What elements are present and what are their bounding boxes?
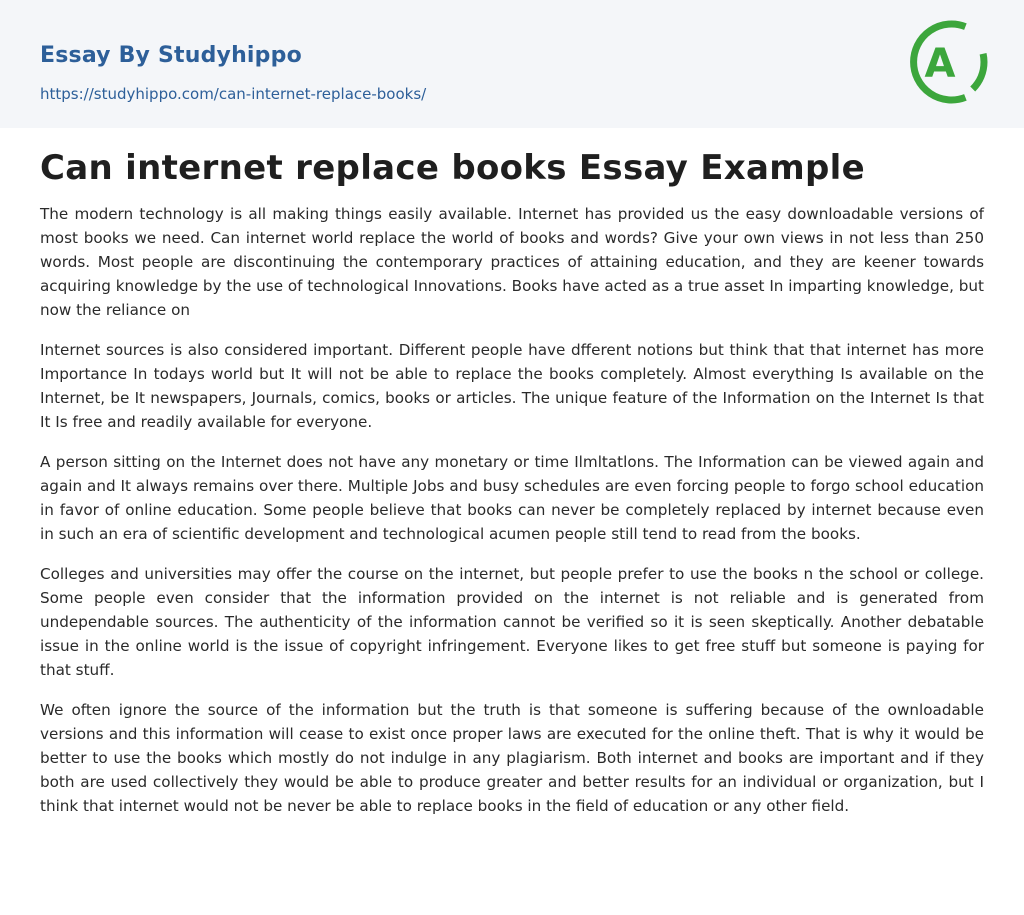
site-brand[interactable]: Essay By Studyhippo [40, 43, 302, 68]
page-title: Can internet replace books Essay Example [40, 148, 865, 188]
paragraph-1: The modern technology is all making things easily available. Internet has provided us the easy downloadable versions of most books we need. Can internet world replace the world of books and words? Give your own views in not less than 250 words. Most people are discontinuing the contemporary practices of attaining education, and they are keener towards acquiring knowledge by the use of technological Innovations. Books have acted as a true asset In imparting knowledge, but now the reliance on [40, 205, 984, 319]
paragraph-3: A person sitting on the Internet does not have any monetary or time Ilmltatlons. The Information can be viewed again and again and It always remains over there. Multiple Jobs and busy schedules are even forcing people to forgo school education in favor of online education. Some people believe that books can never be completely replaced by internet because even in such an era of scientific development and technological acumen people still tend to read from the books. [40, 453, 984, 543]
essay-url-link[interactable]: https://studyhippo.com/can-internet-replace-books/ [40, 85, 427, 103]
paragraph-2: Internet sources is also considered important. Different people have dfferent notions but think that that internet has more Importance In todays world but It will not be able to replace the books completely. Almost everything Is available on the Internet, be It newspapers, Journals, comics, books or articles. The unique feature of the Information on the Internet Is that It Is free and readily available for everyone. [40, 341, 984, 431]
studyhippo-logo-icon[interactable] [908, 17, 988, 107]
article-body [40, 140, 984, 834]
logo-letter: A [924, 41, 956, 87]
page-header [0, 0, 1024, 128]
paragraph-5: We often ignore the source of the information but the truth is that someone is suffering because of the ownloadable versions and this information will cease to exist once proper laws are executed for the online theft. That is why it would be better to use the books which mostly do not indulge in any plagiarism. Both internet and books are important and if they both are used collectively they would be able to produce greater and better results for an individual or organization, but I think that internet would not be never be able to replace books in the field of education or any other field. [40, 701, 984, 815]
paragraph-4: Colleges and universities may offer the course on the internet, but people prefer to use the books n the school or college. Some people even consider that the information provided on the internet is not reliable and is generated from undependable sources. The authenticity of the information cannot be verified so it is seen skeptically. Another debatable issue in the online world is the issue of copyright infringement. Everyone likes to get free stuff but someone is paying for that stuff. [40, 565, 984, 679]
